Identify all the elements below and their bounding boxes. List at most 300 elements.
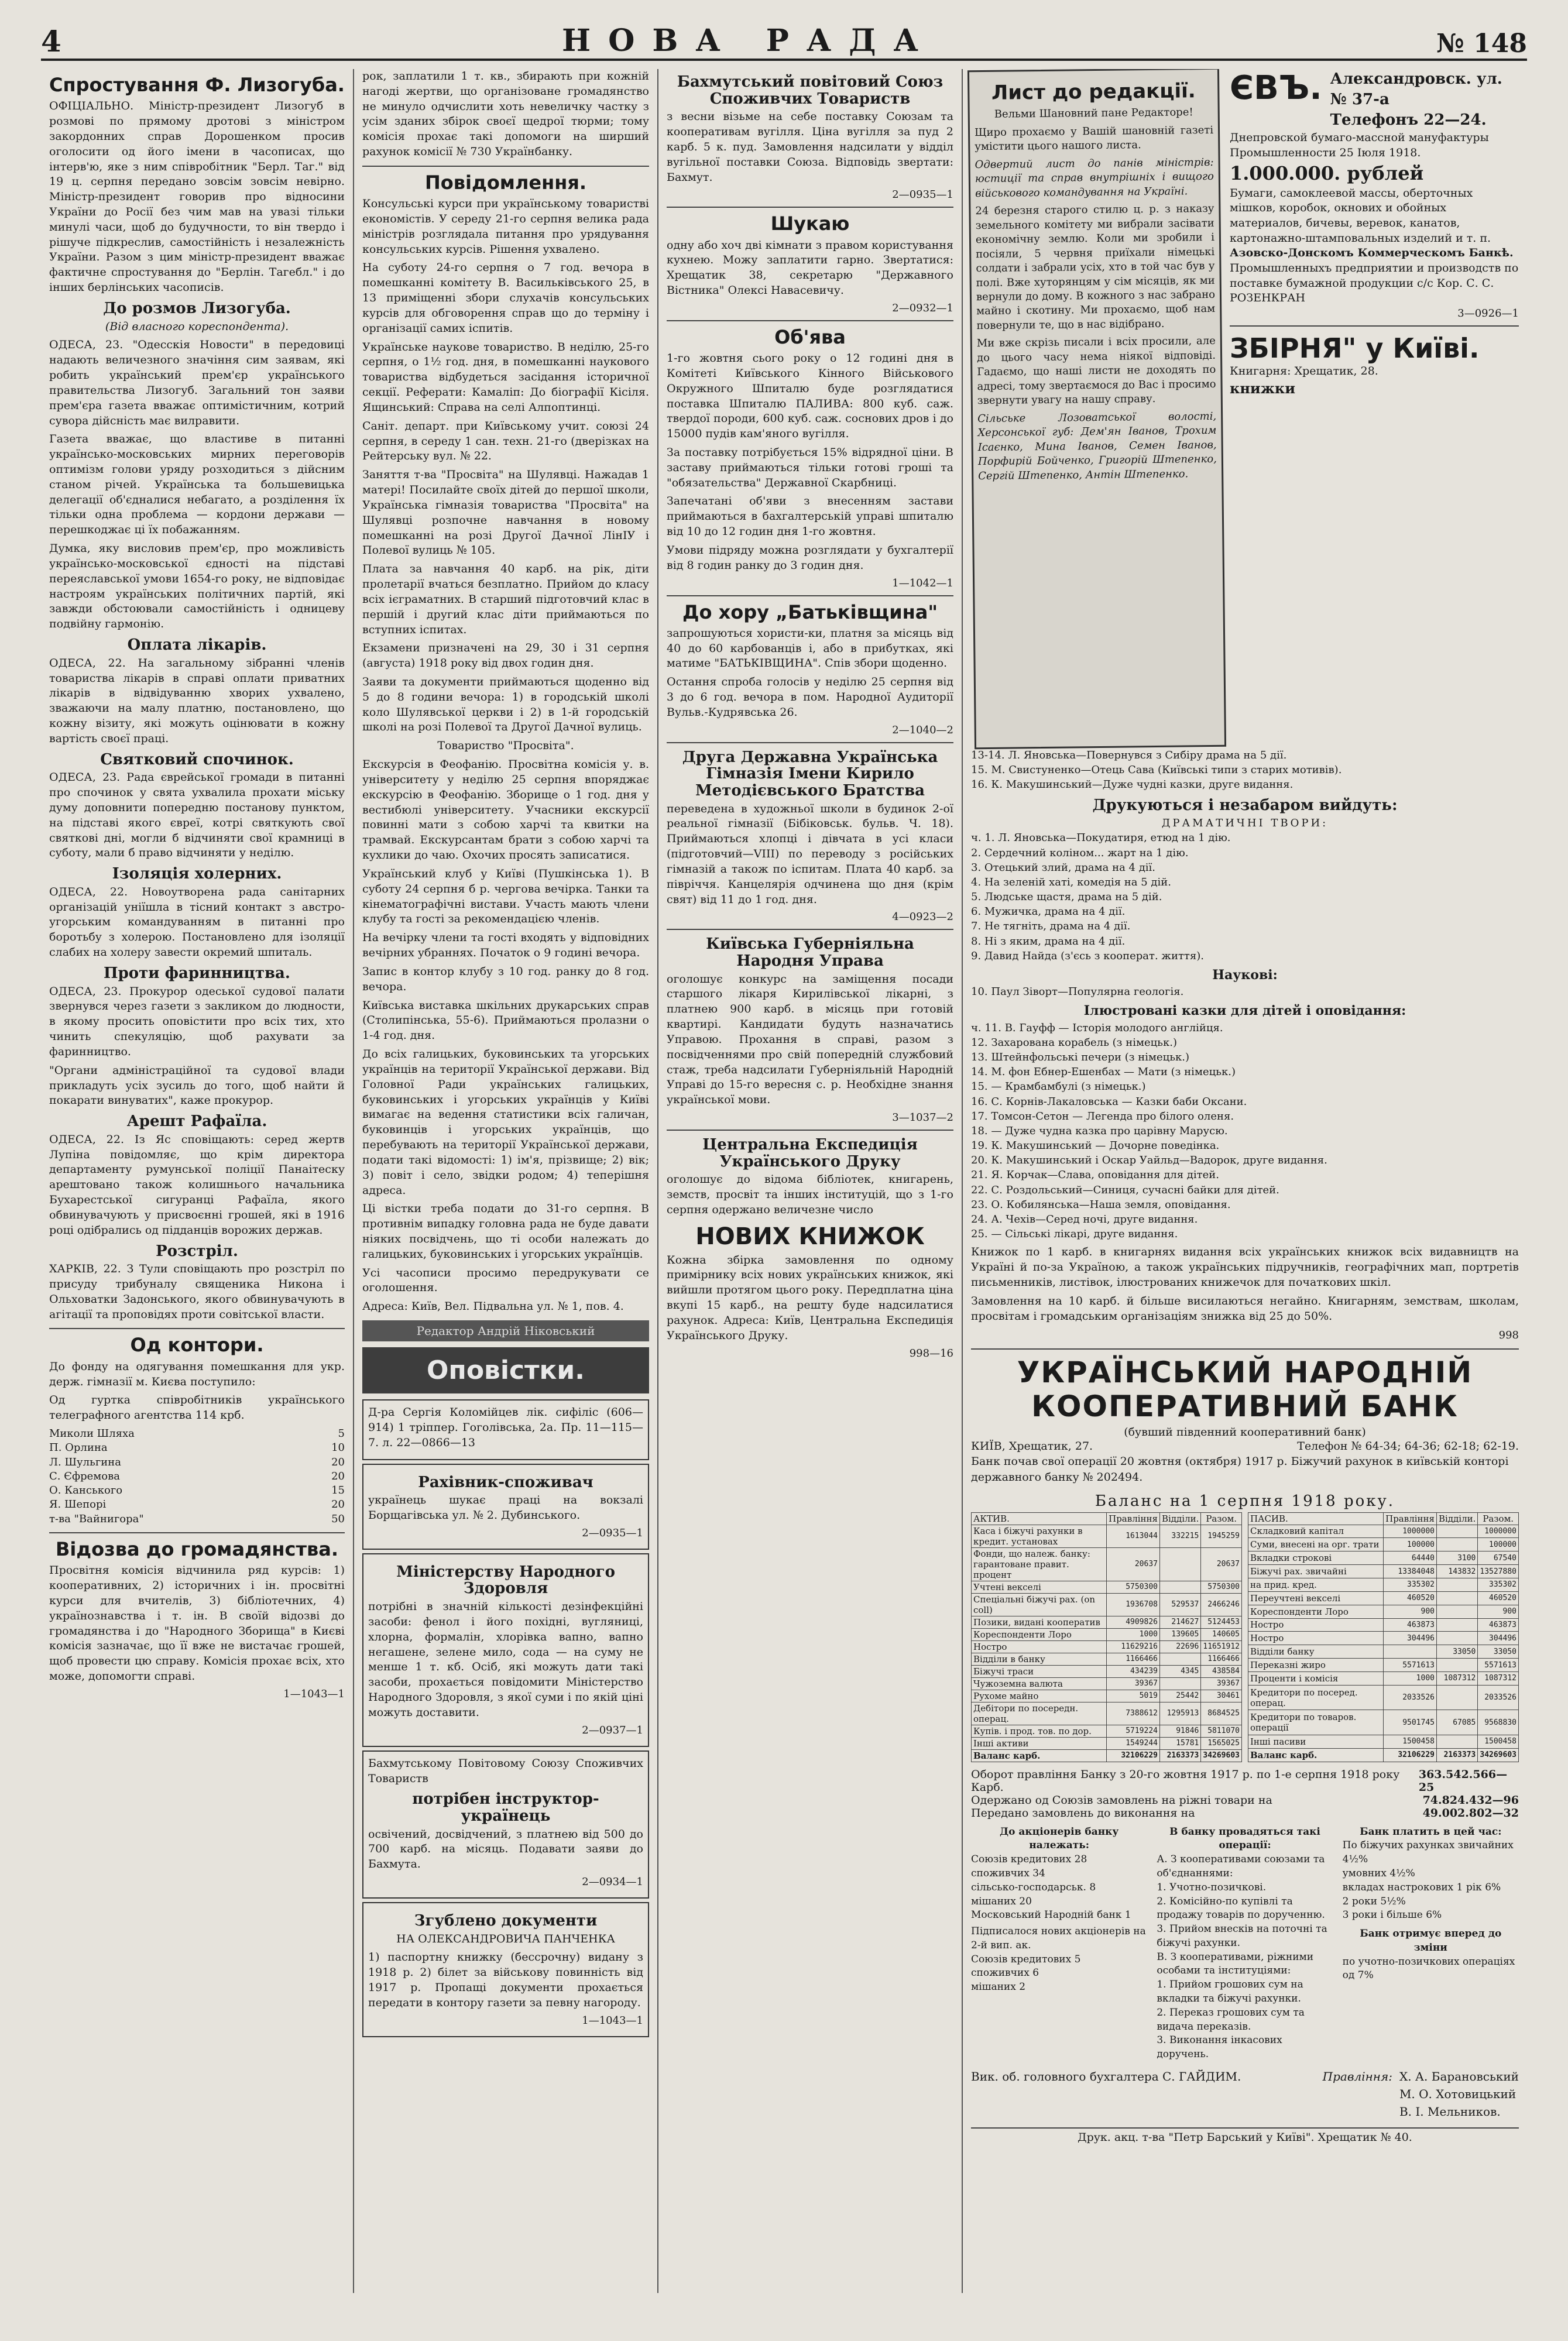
- notice-text: На суботу 24-го серпня о 7 год. вечора в помешканні комітету В. Васильківського 25, в 13 приміщенні збори слухачів консульських курсів для обговорення справ що до терміну і організації самих іспитів.: [362, 261, 649, 335]
- article-text: ХАРКІВ, 22. З Тули сповіщають про розстріл по присуду трибуналу священика Никона і Ольховатки Задонського, якого обвинувачують в агітації та проповідях проти совітської власти.: [49, 1262, 345, 1321]
- article-title: До розмов Лизогуба.: [103, 299, 291, 317]
- table-cell-value: [1159, 1653, 1200, 1665]
- ad-block: [362, 1399, 649, 1460]
- book-item: 2. Сердечний коліном... жарт на 1 дію.: [971, 846, 1189, 859]
- table-cell-value: 5750300: [1201, 1581, 1242, 1593]
- table-cell-value: 1945259: [1201, 1525, 1242, 1547]
- table-cell-value: 39367: [1107, 1677, 1160, 1690]
- table-cell-value: 1000: [1384, 1671, 1437, 1685]
- shareholder-item: мішаних 20: [971, 1895, 1032, 1907]
- notice-text: Екскурсія в Феофанію. Просвітна комісія у. в. університету у неділю 25 серпня впоряджає екскурсію в Феофанію. Зборище о 1 год. дня у вестибюлі університету. Учасники екскурсії повинні мати з собою харчі та квитки на трамвай. Екскурсантам брати з собою харчі та кухлики до чаю. Охочих просять записатися.: [362, 758, 649, 862]
- turnover-line: [971, 1768, 1519, 1794]
- ad-code: 998: [1498, 1329, 1519, 1341]
- book-item: 25. — Сільські лікарі, друге видання.: [971, 1228, 1178, 1241]
- notice-text: Українське наукове товариство. В неділю, 25-го серпня, о 1½ год. дня, в помешканні наукового товариства відбудеться засідання історичної секції. Реферати: Камаліп: До біографії Кісіля. Ящинський: Справа на селі Алпоптинці.: [362, 340, 649, 414]
- rate-item: вкладах настрокових 1 рік 6%: [1342, 1881, 1501, 1893]
- book-list: [971, 748, 1519, 1343]
- section-title: Відозва до громадянства.: [55, 1538, 339, 1561]
- table-cell-label: Переказні жиро: [1248, 1659, 1384, 1672]
- table-cell-value: 335302: [1478, 1578, 1519, 1591]
- editor-line: Редактор Андрій Ніковський: [362, 1320, 649, 1341]
- table-cell-label: Складковий капітал: [1248, 1525, 1384, 1538]
- notice-text: Ці вістки треба подати до 31-го серпня. В противнім випадку головна рада не буде давати ніяких посвідчень, що ті особи належать до галицьких, буковинських і угорських українців.: [362, 1202, 649, 1261]
- board-member: Х. А. Барановський: [1399, 2069, 1519, 2084]
- table-cell-label: Фонди, що належ. банку: гарантоване правит. процент: [972, 1547, 1107, 1581]
- table-cell-value: 1166466: [1201, 1653, 1242, 1665]
- printer-line: Друк. акц. т-ва "Петр Барський у Київі". Хрещатик № 40.: [971, 2127, 1519, 2144]
- table-cell-label: Ностро: [1248, 1618, 1384, 1632]
- ad-subtitle: НА ОЛЕКСАНДРОВИЧА ПАНЧЕНКА: [396, 1932, 615, 1945]
- article-text: ОДЕСА, 22. Новоутворена рада санітарних організацій уніїшла в тісний контакт з австро-угорським командуванням в питанні про боротьбу з холерою. Постановлено для ізоляції слабих на холеру завести окремий шпиталь.: [49, 885, 345, 959]
- rate-item: По біжучих рахунках звичайних 4½%: [1342, 1839, 1514, 1866]
- ad-text: книжки: [1230, 379, 1296, 397]
- ad-text: Днепровской бумаго-массной мануфактуры: [1230, 131, 1489, 145]
- table-cell-label: Кореспонденти Лоро: [972, 1628, 1107, 1640]
- table-cell-value: 1087312: [1436, 1671, 1477, 1685]
- book-item: 13. Штейнфольські печери (з німецьк.): [971, 1051, 1190, 1063]
- book-item: 18. — Дуже чудна казка про царівну Марусю.: [971, 1124, 1228, 1137]
- table-row: [1248, 1538, 1519, 1551]
- executed-amount: 49.002.802—32: [1422, 1806, 1519, 1820]
- book-item: 15. — Крамбамбулі (з німецьк.): [971, 1080, 1146, 1093]
- donation-row: Л. Шульгина 20: [49, 1456, 345, 1468]
- article-text: До фонду на одягування помешкання для укр. держ. гімназії м. Києва поступило:: [49, 1360, 345, 1388]
- table-cell-value: 900: [1384, 1605, 1437, 1618]
- table-cell-value: 463873: [1478, 1618, 1519, 1632]
- letter-text: 24 березня старого стилю ц. р. з наказу земельного комітету ми вибрали засівати економічну землю. Коли ми зробили і посіяли, 5 червня приїхали німецькі солдати і забрали усіх, хто в той час був у полі. Вже хуторянцям у сім місяців, як ми вернули до дому. В кожного з нас забрано майно і скотину. Ми прохаємо, щоб нам повернули те, що в нас відібрано.: [975, 202, 1216, 332]
- ad-title: НОВИХ КНИЖОК: [695, 1223, 925, 1250]
- issue-number: № 148: [1436, 29, 1527, 59]
- table-cell-value: 335302: [1384, 1578, 1437, 1591]
- shareholders-title: До акціонерів банку належать:: [1000, 1825, 1119, 1852]
- table-cell-value: 304496: [1384, 1632, 1437, 1645]
- table-row: [972, 1737, 1242, 1749]
- table-row: [972, 1677, 1242, 1690]
- ad-text: потрібні в значній кількості дезінфекційні засоби: фенол і його похідні, вугляниці, хлорна, формалін, хлорівка вапно, вапно негашене, зелене мило, сода — на суму не менше 1 т. кб. Осіб, які можуть дати такі засоби, прохається повідомити Міністерство Народного Здоровля, з якої суми і по якій ціні можуть доставити.: [368, 1600, 643, 1719]
- table-cell-label: Проценти і комісія: [1248, 1671, 1384, 1685]
- ad-text: Д-ра Сергія Коломійцев лік. сифіліс (606—914) 1 тріппер. Гоголівська, 2а. Пр. 11—115—7. л. 22—0866—13: [368, 1406, 643, 1449]
- table-header: ПАСИВ.: [1248, 1512, 1384, 1525]
- table-cell-value: 1000000: [1384, 1525, 1437, 1538]
- ad-text: За поставку потрібується 15% відрядної ціни. В заставу приймаються тільки готові гроші та "обязательства" Державної Скарбниці.: [667, 445, 953, 489]
- operation-item: 3. Прийом внесків на поточні та біжучі рахунки.: [1157, 1923, 1327, 1949]
- ad-title: Друга Державна Українська Гімназія Імени Кирило Методієвського Братства: [682, 748, 938, 799]
- table-row: [972, 1593, 1242, 1616]
- table-cell-value: 13527880: [1478, 1565, 1519, 1578]
- table-cell-label: Рухоме майно: [972, 1690, 1107, 1702]
- columns: [41, 69, 1527, 2293]
- article-text: Просвітня комісія відчинила ряд курсів: 1) кооперативних, 2) історичних і ін. просвітні курси для вчителів, 3) бібліотечних, 4) українознавства і т. ін. В своїй відозві до громадянства і до "Народного Зборища" в Києві комісія зазначає, що її вже не вистачає грошей, щоб провести цю справу. Комісія прохає всіх, хто може, допомогти справі.: [49, 1564, 345, 1683]
- table-cell-value: 1549244: [1107, 1737, 1160, 1749]
- ad-text: з весни візьме на себе поставку Союзам та кооперативам вугілля. Ціна вугілля за пуд 2 карб. 5 к. пуд. Замовлення надсилати у відділ вугільної поставки Союза. Відповідь звертати: Бахмут.: [667, 110, 953, 184]
- table-cell-value: 25442: [1159, 1690, 1200, 1702]
- ad-text: освічений, досвідчений, з платнею від 500 до 700 карб. на місяць. Подавати заяви до Бахмута.: [368, 1827, 643, 1871]
- ad-code: 1—1042—1: [892, 576, 953, 589]
- ad-text: 1-го жовтня сього року о 12 годині дня в Комітеті Київського Кінного Військового Окружного Шпиталю буде розглядатися поставка Шпиталю ПАЛИВА: 800 куб. саж. твердої породи, 600 куб. саж. соснових дров і до 15000 пудів кам'яного вугілля.: [667, 352, 953, 441]
- table-cell-label: Кредитори по посеред. операц.: [1248, 1685, 1384, 1710]
- pasiv-table: [1248, 1512, 1519, 1762]
- divider: [971, 1348, 1519, 1350]
- table-cell-label: Інші активи: [972, 1737, 1107, 1749]
- table-row: [1248, 1565, 1519, 1578]
- table-cell-value: 20637: [1201, 1547, 1242, 1581]
- article-title: Святковий спочинок.: [100, 750, 294, 768]
- table-cell-label: Валанс карб.: [1248, 1748, 1384, 1762]
- divider: [1230, 325, 1519, 327]
- letter-signatures: Сільське Лозоватської волості, Херсонської губ: Дем'ян Іванов, Трохим Ісаєнко, Мина Іванов, Семен Іванов, Порфирій Бойченко, Григорій Штепенко, Сергій Штепенко, Антін Штепенко.: [977, 410, 1217, 482]
- table-row: [1248, 1591, 1519, 1605]
- rate-item: 3 роки і більше 6%: [1342, 1909, 1442, 1921]
- table-cell-value: 1087312: [1478, 1671, 1519, 1685]
- notice-text: Заяви та документи приймаються щоденно від 5 до 8 години вечора: 1) в городській школі коло Шулявської церкви і 2) в 1-й городській школі на розі Полевої та Другої Дачної вулиць.: [362, 675, 649, 734]
- notice-text: До всіх галицьких, буковинських та угорських українців на території Української держави. Від Головної Ради українських галицьких, буковинських і угорських українців у Київі вимагає на ведення статистики всіх галичан, буковинців і угорських українців, що перебувають на території Української держави, подати такі відомості: 1) ім'я, прізвище; 2) вік; 3) повіт і село, звідки родом; 4) теперішня адреса.: [362, 1048, 649, 1197]
- table-cell-value: 460520: [1478, 1591, 1519, 1605]
- donation-row: П. Орлина 10: [49, 1441, 345, 1454]
- board-member: М. О. Хотовицький: [1399, 2087, 1516, 2102]
- column-4: [963, 69, 1527, 2293]
- shareholder-item: споживчих 6: [971, 1967, 1039, 1979]
- table-cell-label: Переучтені векселі: [1248, 1591, 1384, 1605]
- ad-title: Центральна Експедиція Українського Друку: [702, 1135, 918, 1170]
- ad-code: 2—0937—1: [582, 1724, 643, 1736]
- table-row: [1248, 1685, 1519, 1710]
- table-cell-value: 64440: [1384, 1551, 1437, 1565]
- table-cell-value: 15781: [1159, 1737, 1200, 1749]
- top-right-block: [971, 69, 1519, 748]
- table-cell-value: 1000: [1107, 1628, 1160, 1640]
- business-ad: [1223, 69, 1519, 748]
- book-item: 4. На зеленій хаті, комедія на 5 дій.: [971, 876, 1171, 888]
- book-item: 24. А. Чехів—Серед ночі, друге видання.: [971, 1213, 1198, 1226]
- received-amount: 74.824.432—96: [1422, 1793, 1519, 1807]
- book-item: 12. Захарована корабель (з німецьк.): [971, 1036, 1177, 1049]
- rates-title: Банк платить в цей час:: [1360, 1825, 1502, 1838]
- table-row: [1248, 1578, 1519, 1591]
- operations-title: В банку провадяться такі операції:: [1169, 1825, 1320, 1852]
- divider: [667, 595, 953, 596]
- book-item: 23. О. Кобилянська—Наша земля, оповідання.: [971, 1198, 1231, 1211]
- book-item: 8. Ні з яким, драма на 4 дії.: [971, 935, 1126, 948]
- table-cell-value: [1436, 1735, 1477, 1748]
- operation-item: 3. Виконання інкасових доручень.: [1157, 2034, 1282, 2061]
- table-cell-value: 1166466: [1107, 1653, 1160, 1665]
- bank-start-note: Банк почав свої операції 20 жовтня (октября) 1917 р. Біжучий рахунок в київській конторі державного банку № 202494.: [971, 1455, 1509, 1484]
- donation-header: Од гуртка співробітників українського телеграфного агентства 114 крб.: [49, 1393, 345, 1422]
- table-cell-value: 2466246: [1201, 1593, 1242, 1616]
- operation-item: А. З кооперативами союзами та об'єднаннями:: [1157, 1853, 1325, 1879]
- operation-item: 2. Комісійно-по купівлі та продажу товарів по дорученню.: [1157, 1895, 1325, 1921]
- table-row: [1248, 1748, 1519, 1762]
- letter-text: Щиро прохаємо у Вашій шановній газеті умістити цього нашого листа.: [974, 123, 1214, 153]
- ad-text: 1.000.000. рублей: [1230, 162, 1424, 184]
- article-text: ОДЕСА, 23. Прокурор одеської судової палати звернувся через газети з закликом до людности, в якому просить оповістити про всіх тих, хто чинить спекуляцію, щоб рахувати за фаринництво.: [49, 984, 345, 1058]
- table-cell-value: 20637: [1107, 1547, 1160, 1581]
- shareholders-note: Підписалося нових акціонерів на 2-й вип. ак.: [971, 1925, 1146, 1951]
- column-3: [658, 69, 963, 2293]
- ad-code: 1—1043—1: [582, 2014, 643, 2027]
- donation-row: Я. Шепорі 20: [49, 1498, 345, 1511]
- operations-block: [1157, 1825, 1333, 2062]
- table-row: [1248, 1659, 1519, 1672]
- table-cell-value: 33050: [1478, 1645, 1519, 1659]
- table-header: Відділи.: [1159, 1512, 1200, 1525]
- table-cell-value: 139605: [1159, 1628, 1200, 1640]
- table-cell-value: [1436, 1659, 1477, 1672]
- table-cell-value: [1159, 1547, 1200, 1581]
- ad-text: Умови підряду можна розглядати у бухгалтерії від 8 годин ранку до 3 годин дня.: [667, 543, 953, 572]
- loan-rate: по учотно-позичкових операціях од 7%: [1342, 1955, 1515, 1982]
- column-1: [41, 69, 354, 2293]
- article-title: Спростування Ф. Лизогуба.: [49, 74, 345, 96]
- table-cell-value: 1000000: [1478, 1525, 1519, 1538]
- table-cell-value: [1436, 1538, 1477, 1551]
- ad-code: 2—0935—1: [582, 1526, 643, 1539]
- letter-salutation: Вельми Шановний пане Редакторе!: [994, 106, 1193, 121]
- operation-item: 2. Переказ грошових сум та видача переказів.: [1157, 2006, 1305, 2033]
- table-cell-label: Біжучі траси: [972, 1665, 1107, 1677]
- table-cell-value: [1436, 1591, 1477, 1605]
- ad-code: 2—1040—2: [892, 723, 953, 736]
- balance-tables: [971, 1512, 1519, 1762]
- table-row: [1248, 1618, 1519, 1632]
- table-cell-value: 32106229: [1384, 1748, 1437, 1762]
- shareholders-block: [971, 1825, 1147, 2062]
- board-member: В. І. Мельников.: [1399, 2105, 1501, 2119]
- table-cell-value: 5019: [1107, 1690, 1160, 1702]
- ad-title: Згублено документи: [414, 1912, 598, 1930]
- rate-item: умовних 4½%: [1342, 1867, 1415, 1879]
- table-cell-label: Чужоземна валюта: [972, 1677, 1107, 1690]
- table-cell-value: 1500458: [1478, 1735, 1519, 1748]
- table-cell-label: Валанс карб.: [972, 1749, 1107, 1762]
- table-cell-value: [1436, 1632, 1477, 1645]
- table-cell-value: 2033526: [1384, 1685, 1437, 1710]
- table-cell-label: Каса і біжучі рахунки в кредит. установах: [972, 1525, 1107, 1547]
- book-section-title: Друкуються і незабаром вийдуть:: [1092, 796, 1398, 814]
- article-text: "Органи адміністраційної та судової влади прикладуть усіх зусиль до того, щоб найти й покарати винуватих", каже прокурор.: [49, 1063, 345, 1107]
- table-cell-value: 91846: [1159, 1725, 1200, 1737]
- table-cell-value: 13384048: [1384, 1565, 1437, 1578]
- table-row: [972, 1749, 1242, 1762]
- article-text: ОДЕСА, 23. Рада єврейської громади в питанні про спочинок у свята ухвалила прохати міську думу доповнити попередню постанову пунктом, на підставі якого євреї, котрі святкують свої святкові дні, могли б відчиняти свої крамниці в суботу, мали б право відчиняти у неділю.: [49, 771, 345, 860]
- table-cell-value: 5571613: [1384, 1659, 1437, 1672]
- book-item: 13-14. Л. Яновська—Повернувся з Сибіру драма на 5 дії.: [971, 749, 1287, 761]
- table-cell-value: 214627: [1159, 1616, 1200, 1628]
- shareholder-item: сільсько-господарськ. 8: [971, 1881, 1096, 1893]
- divider: [667, 929, 953, 930]
- ad-title: Міністерству Народного Здоровля: [396, 1563, 615, 1598]
- article-text: Думка, яку висловив прем'єр, про можливість українсько-московської єдності на підставі переяславської умови 1654-го року, не відповідає настроям українських політичних партій, які завжди обстоювали самостійність і одницеву подвійну гармонію.: [49, 542, 345, 631]
- received-line: [971, 1794, 1519, 1807]
- ad-address: Александровск. ул. № 37-а: [1330, 70, 1502, 109]
- table-cell-value: 9568830: [1478, 1710, 1519, 1735]
- letter-title: Лист до редакції.: [991, 79, 1196, 105]
- table-row: [972, 1547, 1242, 1581]
- book-item: 6. Мужичка, драма на 4 дії.: [971, 905, 1126, 918]
- table-cell-value: 434239: [1107, 1665, 1160, 1677]
- table-row: [972, 1628, 1242, 1640]
- table-row: [972, 1690, 1242, 1702]
- table-header: Відділи.: [1436, 1512, 1477, 1525]
- bank-subtitle: (бувший південний кооперативний банк): [1124, 1425, 1366, 1439]
- table-row: [1248, 1645, 1519, 1659]
- article-title: Оплата лікарів.: [127, 636, 267, 654]
- table-cell-label: Інші пасиви: [1248, 1735, 1384, 1748]
- operation-item: В. З кооперативами, ріжними особами та інституціями:: [1157, 1951, 1314, 1977]
- table-header: Правління: [1107, 1512, 1160, 1525]
- table-header: АКТИВ.: [972, 1512, 1107, 1525]
- ad-block: [362, 1464, 649, 1550]
- table-cell-label: Купів. і прод. тов. по дор.: [972, 1725, 1107, 1737]
- ad-title: Шукаю: [770, 212, 850, 235]
- book-item: 7. Не тягніть, драма на 4 дії.: [971, 920, 1131, 933]
- ad-address: Книгарня: Хрещатик, 28.: [1230, 364, 1378, 377]
- table-row: [972, 1616, 1242, 1628]
- notice-text: Екзамени призначені на 29, 30 і 31 серпня (августа) 1918 року від двох годин дня.: [362, 641, 649, 670]
- book-section-title: Ілюстровані казки для дітей і оповідання:: [1083, 1003, 1406, 1019]
- table-cell-value: 67540: [1478, 1551, 1519, 1565]
- activ-table: [971, 1512, 1242, 1762]
- book-item: 3. Отецький злий, драма на 4 дії.: [971, 861, 1156, 874]
- notice-text: Запис в контор клубу з 10 год. ранку до 8 год. вечора.: [362, 964, 649, 993]
- table-cell-value: 5571613: [1478, 1659, 1519, 1672]
- operation-item: 1. Учотно-позичкові.: [1157, 1881, 1267, 1893]
- table-cell-value: 1500458: [1384, 1735, 1437, 1748]
- table-cell-label: Кредитори по товаров. операції: [1248, 1710, 1384, 1735]
- donation-row: С. Єфремова 20: [49, 1470, 345, 1482]
- book-item: 19. К. Макушинський — Дочорне поведінка.: [971, 1139, 1220, 1152]
- ad-code: 2—0932—1: [892, 301, 953, 314]
- table-cell-value: 2033526: [1478, 1685, 1519, 1710]
- table-cell-value: 39367: [1201, 1677, 1242, 1690]
- table-row: [1248, 1671, 1519, 1685]
- table-cell-value: 11629216: [1107, 1640, 1160, 1653]
- executed-label: Передано замовлень до виконання на: [971, 1806, 1195, 1820]
- ad-code: 1—1043—1: [283, 1687, 345, 1700]
- book-section-subtitle: ДРАМАТИЧНІ ТВОРИ:: [1161, 817, 1329, 830]
- ad-code: 3—0926—1: [1457, 307, 1519, 320]
- table-cell-value: [1436, 1605, 1477, 1618]
- shareholder-item: Союзів кредитових 28: [971, 1853, 1087, 1866]
- notice-text: Усі часописи просимо передрукувати се оголошення.: [362, 1266, 649, 1295]
- book-note: Замовлення на 10 карб. й більше висилаються негайно. Книгарням, земствам, школам, просвітам і громадським організаціям знижка від 25 до 50%.: [971, 1294, 1519, 1323]
- operation-item: 1. Прийом грошових сум на вкладки та біжучі рахунки.: [1157, 1979, 1303, 2005]
- ad-text: Азовско-Донскомъ Коммерческомъ Банкѣ.: [1230, 246, 1514, 260]
- notice-text: Плата за навчання 40 карб. на рік, діти пролетарії вчаться безплатно. Прийом до класу всіх ієграматних. В старший підготовчий клас в першій і другий клас діти приймаються по вступних іспитах.: [362, 562, 649, 636]
- notice-text: Саніт. департ. при Київському учит. союзі 24 серпня, в середу 1 сан. техн. 21-го (дверізках на Рейтерську вул. № 22.: [362, 419, 649, 463]
- ad-block: [362, 1750, 649, 1899]
- notice-text: Київська виставка шкільних друкарських справ (Столипінська, 55-6). Приймаються пролазни о 1-4 год. дня.: [362, 998, 649, 1042]
- article-text: рок, заплатили 1 т. кв., збирають при кожній нагоді жертви, що організоване громадянство не минуло одчислити хоть невеличку частку з усім зданих збірок своєї щедрої тюрми; тому комісія прохає такі допомоги на ширший рахунок комісії № 730 Українбанку.: [362, 70, 649, 159]
- table-cell-value: 1613044: [1107, 1525, 1160, 1547]
- ad-text: 1) паспортну книжку (бессрочну) видану з 1918 р. 2) білет за військову повинність від 1917 р. Пропащі документи прохається передати в контору газети за певну нагороду.: [368, 1951, 643, 2009]
- table-cell-value: [1436, 1618, 1477, 1632]
- book-item: 22. С. Роздольський—Синиця, сучасні байки для дітей.: [971, 1183, 1279, 1196]
- notice-text: Адреса: Київ, Вел. Підвальна ул. № 1, пов. 4.: [362, 1300, 624, 1313]
- bank-phone: Телефон № 64-34; 64-36; 62-18; 62-19.: [1297, 1439, 1519, 1453]
- shareholder-item: мішаних 2: [971, 1981, 1026, 1993]
- table-row: [972, 1725, 1242, 1737]
- table-cell-value: 11651912: [1201, 1640, 1242, 1653]
- table-cell-value: 143832: [1436, 1565, 1477, 1578]
- ad-text: Запечатані об'яви з внесенням застави приймаються в бахгалтерській управі шпиталю від 10 до 12 годин дня 1-го жовтня.: [667, 495, 953, 538]
- table-cell-label: Вкладки строкові: [1248, 1551, 1384, 1565]
- table-cell-value: 1936708: [1107, 1593, 1160, 1616]
- turnover-amount: 363.542.566—25: [1418, 1767, 1508, 1794]
- table-header: Разом.: [1478, 1512, 1519, 1525]
- book-item: ч. 11. В. Гауфф — Історія молодого англійця.: [971, 1021, 1223, 1034]
- ad-title: Бахмутський повітовий Союз Споживчих Товариств: [677, 73, 943, 108]
- table-row: [972, 1665, 1242, 1677]
- ad-big-title: ЗБІРНЯ" у Київі.: [1230, 332, 1480, 364]
- table-cell-label: Кореспонденти Лоро: [1248, 1605, 1384, 1618]
- ad-code: 4—0923—2: [892, 911, 953, 924]
- ad-title: До хору „Батьківщина": [682, 600, 938, 623]
- table-row: [1248, 1525, 1519, 1538]
- table-cell-value: [1436, 1525, 1477, 1538]
- donation-list: [49, 1427, 345, 1526]
- ad-text: українець шукає праці на вокзалі Борщагівська ул. № 2. Дубинського.: [368, 1494, 643, 1522]
- ads-header: Оповістки.: [362, 1347, 649, 1393]
- table-cell-label: Ностро: [1248, 1632, 1384, 1645]
- table-cell-label: Суми, внесені на орг. трати: [1248, 1538, 1384, 1551]
- ad-big-title: ЄВЪ.: [1230, 69, 1322, 107]
- table-cell-value: 140605: [1201, 1628, 1242, 1640]
- ad-code: 2—0935—1: [892, 188, 953, 201]
- divider: [667, 1130, 953, 1131]
- table-cell-value: 463873: [1384, 1618, 1437, 1632]
- table-cell-label: Спеціальні біжучі рах. (on coll): [972, 1593, 1107, 1616]
- ad-text: переведена в художньої школи в будинок 2-ої реальної гімназії (Бібіковськ. бульв. Ч. 18). Приймаються хлопці і дівчата в усі класи (підготовчий—VIII) по переводу з російських гімназій а також по іспитам. Плата 40 карб. за півріччя. Канцелярія одчинена що дня (крім свят) від 11 до 1 год. дня.: [667, 802, 953, 906]
- table-cell-label: Біжучі рах. звичайні: [1248, 1565, 1384, 1578]
- table-cell-value: 3100: [1436, 1551, 1477, 1565]
- table-cell-label: Позики, видані кооператив: [972, 1616, 1107, 1628]
- shareholder-item: Союзів кредитових 5: [971, 1953, 1081, 1965]
- ad-title: Київська Губерніяльна Народня Управа: [706, 935, 914, 970]
- table-cell-value: 5124453: [1201, 1616, 1242, 1628]
- table-cell-value: 529537: [1159, 1593, 1200, 1616]
- ad-phone: Телефонъ 22—24.: [1330, 111, 1487, 129]
- table-cell-value: 34269603: [1201, 1749, 1242, 1762]
- section-title: Од контори.: [130, 1334, 264, 1357]
- table-cell-value: 332215: [1159, 1525, 1200, 1547]
- ad-code: 2—0934—1: [582, 1876, 643, 1888]
- section-title: Повідомлення.: [424, 171, 587, 194]
- table-cell-value: [1384, 1645, 1437, 1659]
- table-cell-label: Учтені векселі: [972, 1581, 1107, 1593]
- book-item: 21. Я. Корчак—Слава, оповідання для дітей.: [971, 1169, 1219, 1182]
- table-cell-value: 9501745: [1384, 1710, 1437, 1735]
- article-title: Арешт Рафаїла.: [126, 1113, 267, 1131]
- table-cell-label: на прид. кред.: [1248, 1578, 1384, 1591]
- table-cell-value: 4345: [1159, 1665, 1200, 1677]
- shareholder-item: споживчих 34: [971, 1867, 1045, 1879]
- book-item: 16. С. Корнів-Лакаловська — Казки баби Оксани.: [971, 1095, 1247, 1108]
- article-subtitle: (Від власного кореспондента).: [105, 320, 289, 333]
- ad-text: Остання спроба голосів у неділю 25 серпня від 3 до 6 год. вечора в пом. Народної Аудиторії Вульв.-Кудрявська 26.: [667, 675, 953, 719]
- table-cell-value: 32106229: [1107, 1749, 1160, 1762]
- ad-block: [362, 1902, 649, 2037]
- table-cell-value: 4909826: [1107, 1616, 1160, 1628]
- ad-text: Бумаги, самоклеевой массы, оберточных мішков, коробок, окнових и обойных материалов, бичевы, веревок, канатов, картонажно-штамповальных изделий и т. п.: [1230, 186, 1491, 245]
- table-cell-value: 2163373: [1159, 1749, 1200, 1762]
- rates-block: [1343, 1825, 1519, 2062]
- table-cell-value: 8684525: [1201, 1702, 1242, 1725]
- loan-title: Банк отримує вперед до зміни: [1360, 1928, 1502, 1954]
- divider: [49, 1532, 345, 1533]
- ad-code: 3—1037—2: [892, 1111, 953, 1124]
- ad-text: Промышленности 25 Іюля 1918.: [1230, 146, 1421, 159]
